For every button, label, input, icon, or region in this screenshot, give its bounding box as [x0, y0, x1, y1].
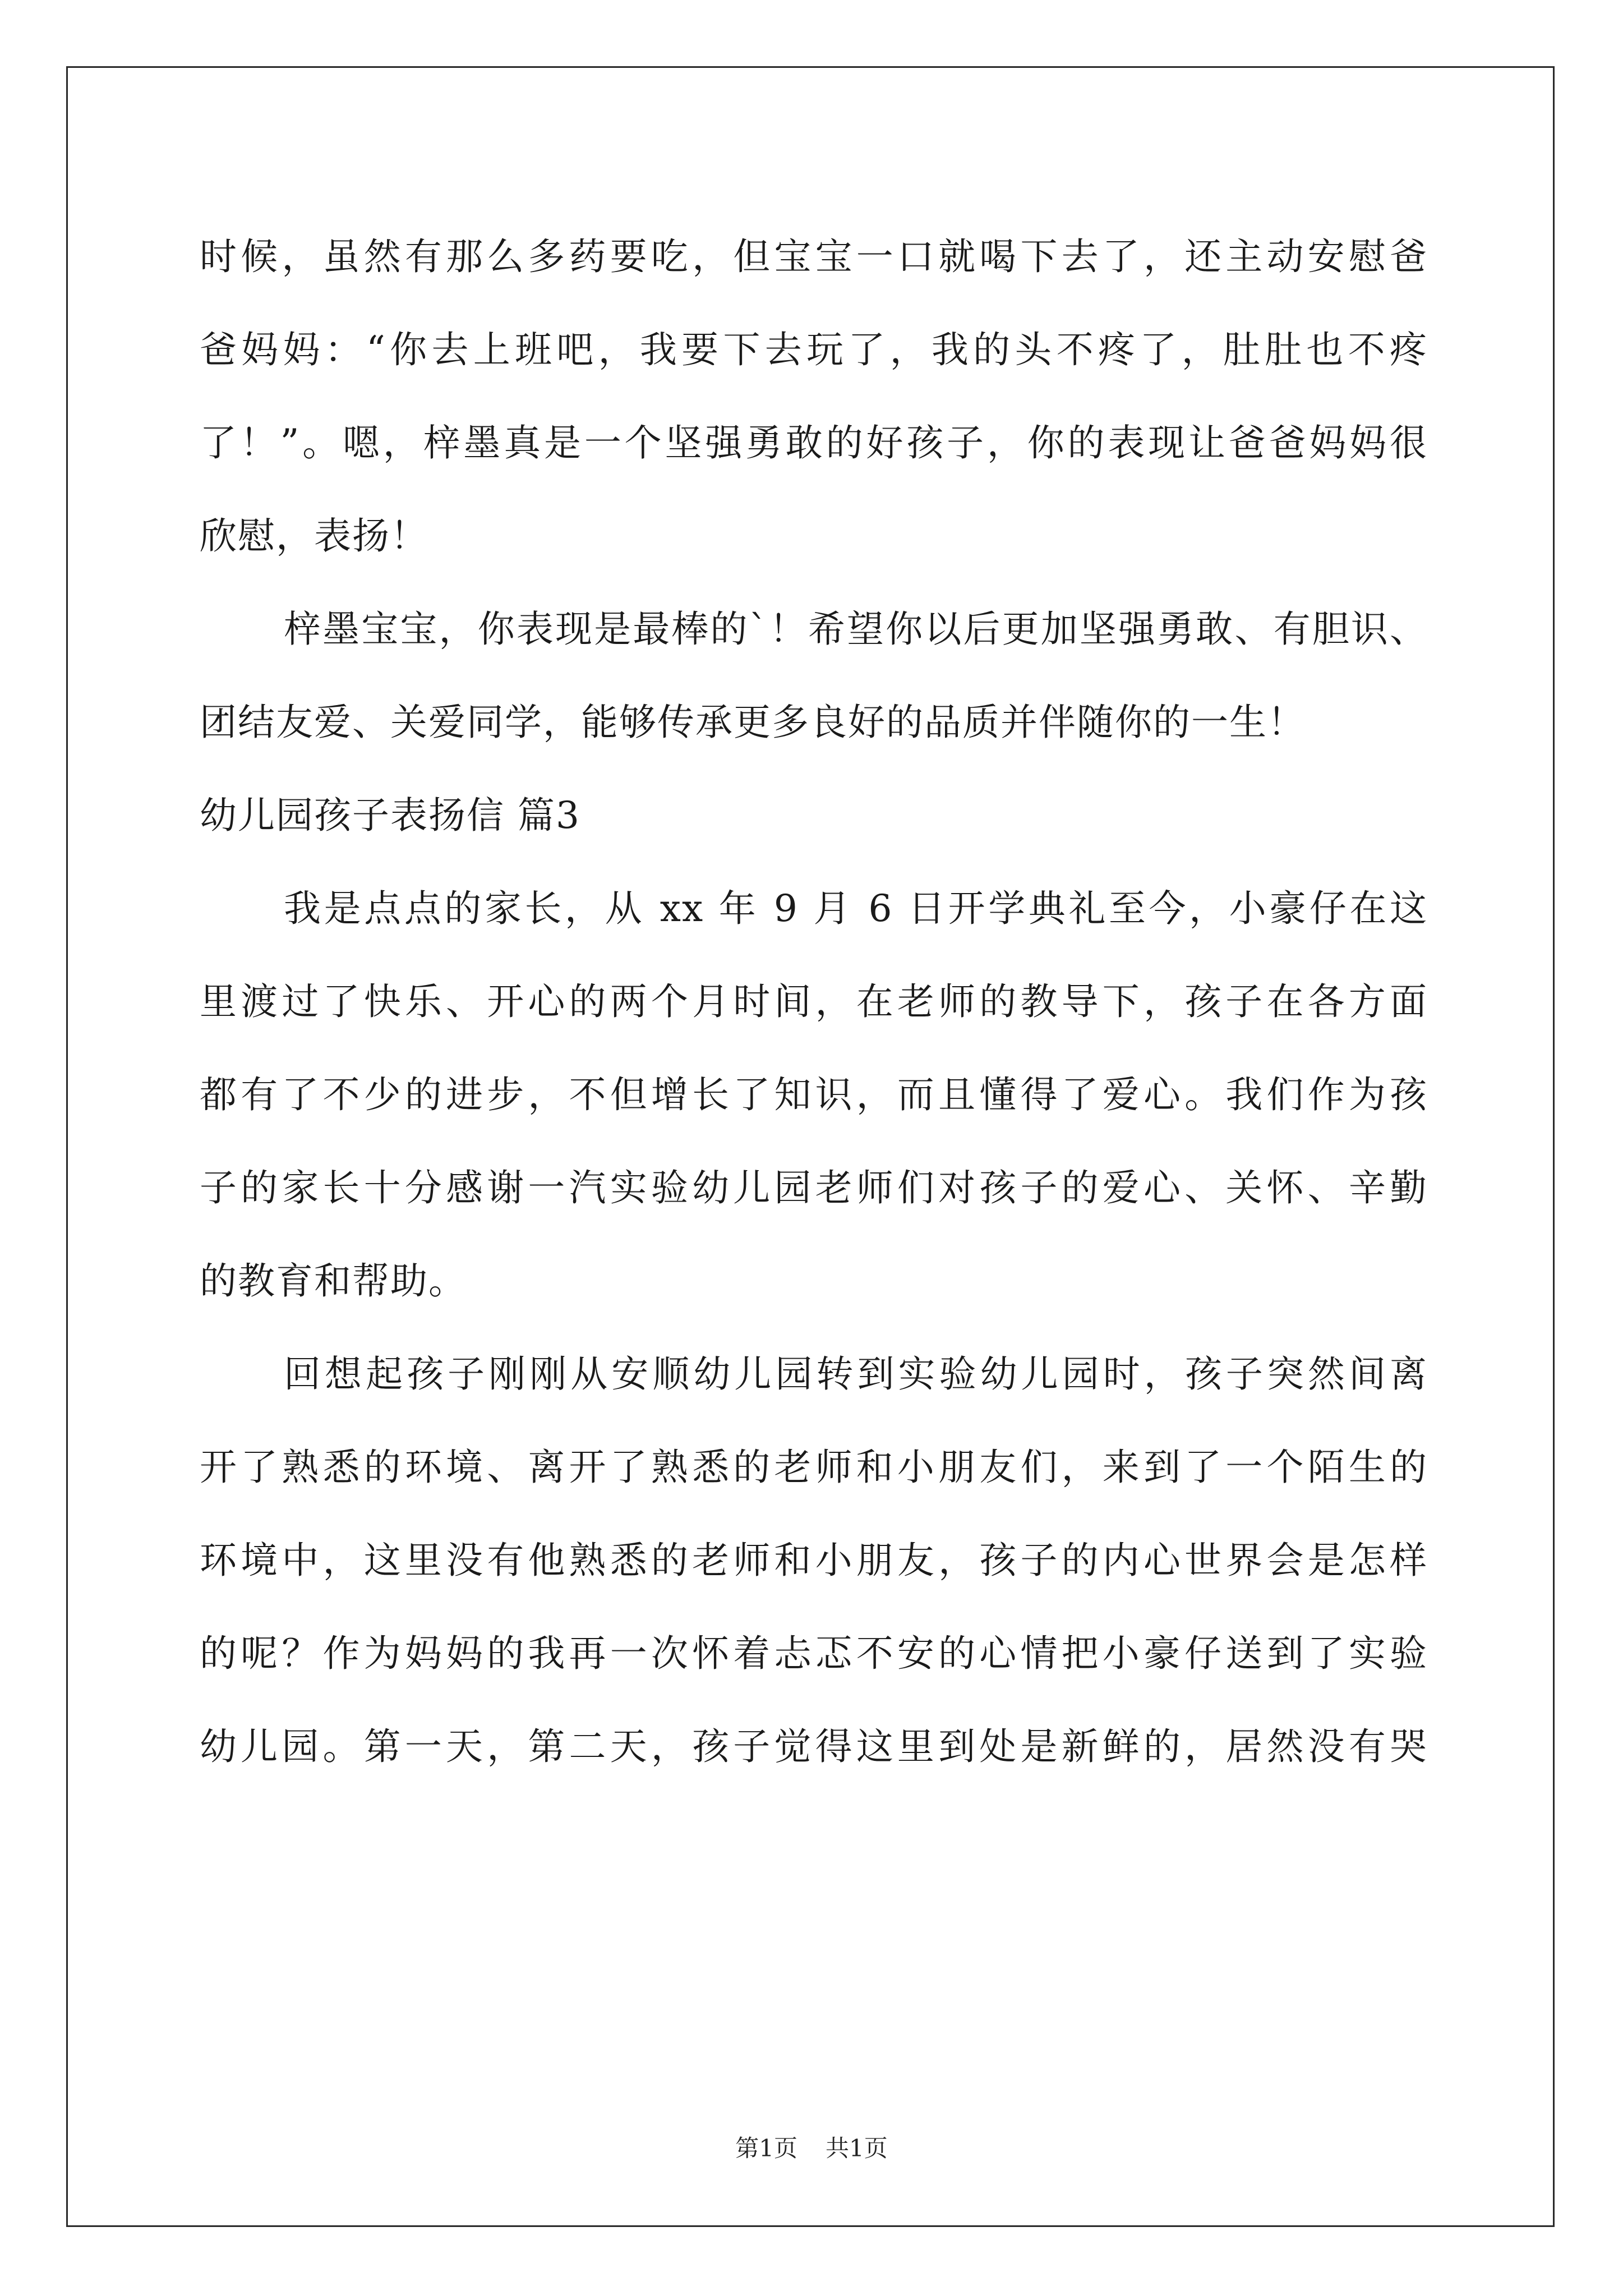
- text-line: 幼儿园。第一天，第二天，孩子觉得这里到处是新鲜的，居然没有哭: [200, 1725, 1428, 1768]
- text-line: 的教育和帮助。: [200, 1259, 467, 1303]
- section-heading: 幼儿园孩子表扬信 篇3: [200, 794, 580, 837]
- text-line: 我是点点的家长，从 xx 年 9 月 6 日开学典礼至今，小豪仔在这: [284, 887, 1428, 930]
- text-line: 欣慰，表扬！: [200, 514, 428, 558]
- text-line: 开了熟悉的环境、离开了熟悉的老师和小朋友们，来到了一个陌生的: [200, 1446, 1428, 1489]
- text-line: 梓墨宝宝，你表现是最棒的`！希望你以后更加坚强勇敢、有胆识、: [284, 608, 1428, 651]
- page-number: 第1页: [735, 2134, 797, 2162]
- text-line: 里渡过了快乐、开心的两个月时间，在老师的教导下，孩子在各方面: [200, 980, 1428, 1023]
- document-body: [200, 210, 1428, 1793]
- text-line: 子的家长十分感谢一汽实验幼儿园老师们对孩子的爱心、关怀、辛勤: [200, 1166, 1428, 1209]
- page-footer: [0, 2132, 1623, 2165]
- text-line: 都有了不少的进步，不但增长了知识，而且懂得了爱心。我们作为孩: [200, 1073, 1428, 1116]
- text-line: 时候，虽然有那么多药要吃，但宝宝一口就喝下去了，还主动安慰爸: [200, 235, 1428, 278]
- text-line: 的呢？作为妈妈的我再一次怀着忐忑不安的心情把小豪仔送到了实验: [200, 1632, 1428, 1675]
- text-line: 环境中，这里没有他熟悉的老师和小朋友，孩子的内心世界会是怎样: [200, 1539, 1428, 1582]
- text-line: 爸妈妈：“你去上班吧，我要下去玩了，我的头不疼了，肚肚也不疼: [200, 328, 1428, 371]
- text-line: 团结友爱、关爱同学，能够传承更多良好的品质并伴随你的一生！: [200, 701, 1306, 744]
- text-line: 回想起孩子刚刚从安顺幼儿园转到实验幼儿园时，孩子突然间离: [284, 1352, 1428, 1396]
- page-total: 共1页: [826, 2134, 888, 2162]
- text-line: 了！”。嗯，梓墨真是一个坚强勇敢的好孩子，你的表现让爸爸妈妈很: [200, 421, 1428, 464]
